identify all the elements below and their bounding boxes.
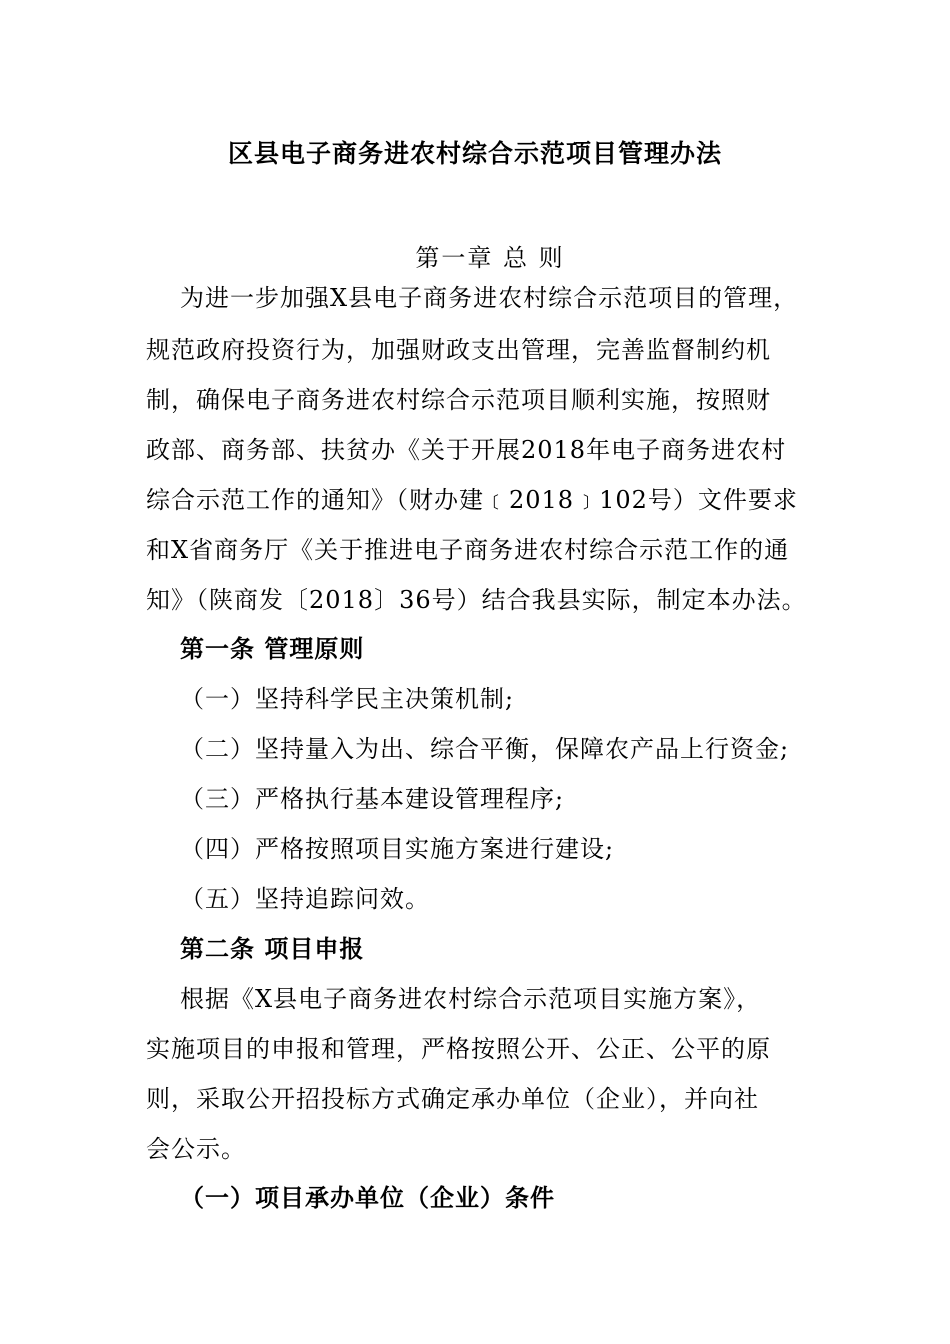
body-line: 会公示。 bbox=[146, 1135, 246, 1163]
intro-line: 综合示范工作的通知》（财办建﹝2018﹞102号）文件要求 bbox=[146, 486, 798, 514]
intro-line: 政部、商务部、扶贫办《关于开展2018年电子商务进农村 bbox=[146, 436, 787, 464]
list-item: （二）坚持量入为出、综合平衡，保障农产品上行资金; bbox=[180, 735, 790, 763]
document-title: 区县电子商务进农村综合示范项目管理办法 bbox=[227, 139, 722, 168]
intro-line: 制，确保电子商务进农村综合示范项目顺利实施，按照财 bbox=[146, 386, 771, 414]
intro-line: 为进一步加强X县电子商务进农村综合示范项目的管理， bbox=[180, 284, 799, 312]
article-heading: 第一条 管理原则 bbox=[180, 635, 365, 663]
intro-line: 和X省商务厅《关于推进电子商务进农村综合示范工作的通 bbox=[146, 536, 790, 564]
list-item: （四）严格按照项目实施方案进行建设; bbox=[180, 835, 615, 863]
intro-line: 知》（陕商发〔2018〕36号）结合我县实际，制定本办法。 bbox=[146, 586, 807, 614]
intro-line: 规范政府投资行为，加强财政支出管理，完善监督制约机 bbox=[146, 336, 771, 364]
chapter-heading: 第一章 总 则 bbox=[415, 244, 565, 272]
list-item: （一）坚持科学民主决策机制; bbox=[180, 685, 515, 713]
body-line: 根据《X县电子商务进农村综合示范项目实施方案》， bbox=[180, 985, 762, 1013]
list-item: （五）坚持追踪问效。 bbox=[180, 885, 430, 913]
body-line: 实施项目的申报和管理，严格按照公开、公正、公平的原 bbox=[146, 1035, 771, 1063]
body-line: 则，采取公开招投标方式确定承办单位（企业），并向社 bbox=[146, 1085, 759, 1113]
article-heading: 第二条 项目申报 bbox=[180, 935, 365, 963]
section-subheading: （一）项目承办单位（企业）条件 bbox=[180, 1184, 555, 1212]
list-item: （三）严格执行基本建设管理程序; bbox=[180, 785, 565, 813]
